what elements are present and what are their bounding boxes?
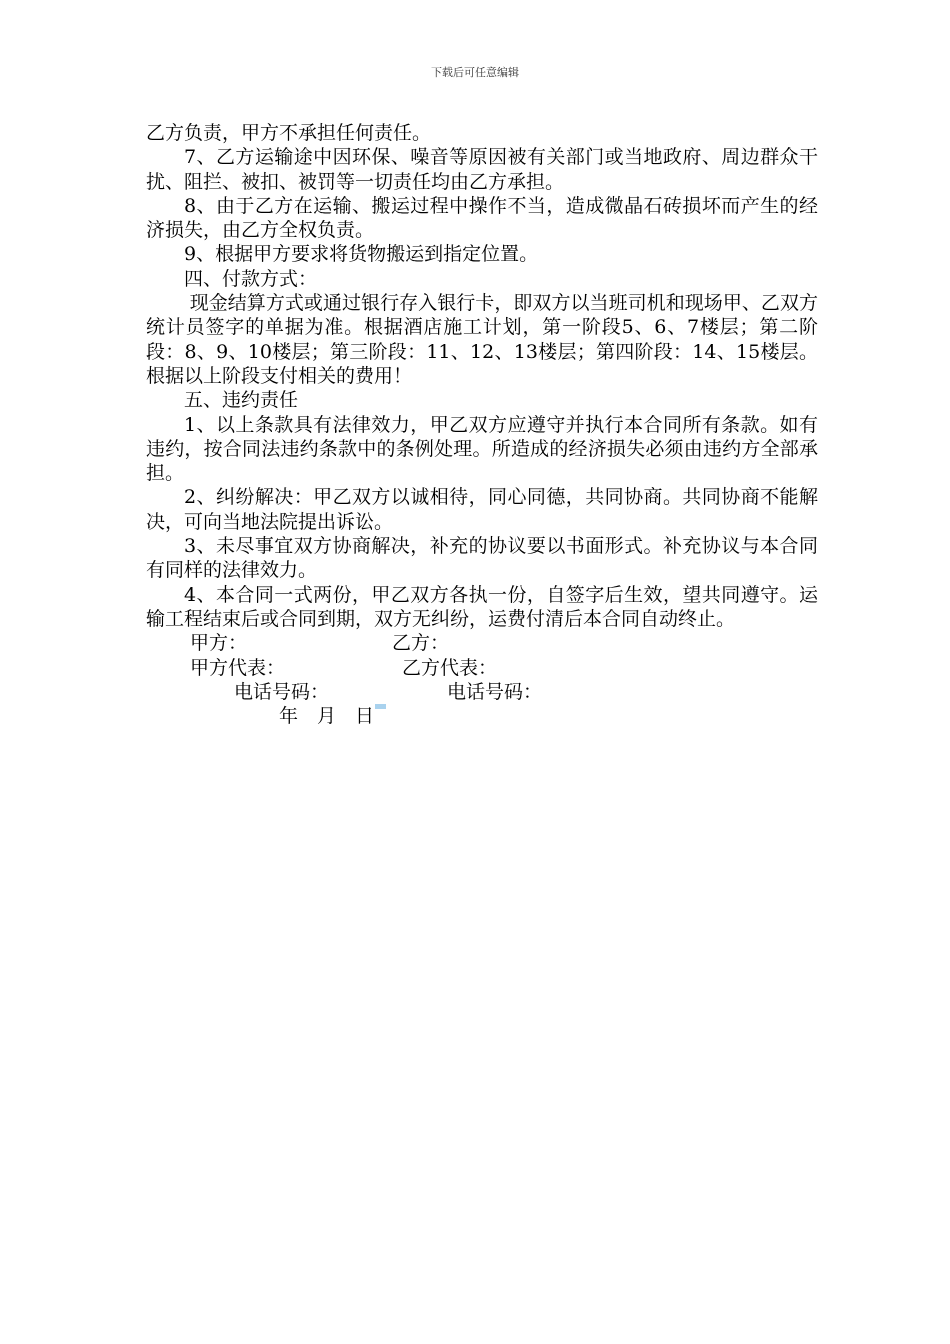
party-b-label: 乙方： — [392, 632, 450, 655]
clause-8: 8、由于乙方在运输、搬运过程中操作不当，造成微晶石砖损坏而产生的经济损失，由乙方全权负责。 — [146, 194, 818, 242]
payment-terms: 现金结算方式或通过银行存入银行卡，即双方以当班司机和现场甲、乙双方统计员签字的单据为准。根据酒店施工计划，第一阶段5、6、7楼层；第二阶段：8、9、10楼层；第三阶段：11、12、13楼层；第四阶段：14、15楼层。根据以上阶段支付相关的费用！ — [146, 292, 818, 387]
date-line — [279, 704, 374, 728]
paragraph-liability-end: 乙方负责，甲方不承担任何责任。 — [146, 122, 432, 144]
text-cursor-mark — [375, 704, 386, 709]
rep-a-label: 甲方代表： — [190, 656, 286, 679]
breach-clause-4: 4、本合同一式两份，甲乙双方各执一份，自签字后生效，望共同遵守。运输工程结束后或合同到期，双方无纠纷，运费付清后本合同自动终止。 — [146, 583, 818, 630]
breach-clause-1: 1、以上条款具有法律效力，甲乙双方应遵守并执行本合同所有条款。如有违约，按合同法违约条款中的条例处理。所造成的经济损失必须由违约方全部承担。 — [146, 413, 818, 485]
clause-9: 9、根据甲方要求将货物搬运到指定位置。 — [184, 243, 539, 266]
signature-row-phones — [146, 680, 818, 704]
rep-b-label: 乙方代表： — [402, 656, 498, 679]
contract-body — [146, 121, 818, 728]
signature-row-parties — [146, 631, 818, 655]
phone-a-label: 电话号码： — [234, 680, 330, 703]
signature-row-representatives — [146, 656, 818, 680]
page-header-note: 下载后可任意编辑 — [431, 66, 519, 79]
breach-clause-3: 3、未尽事宜双方协商解决，补充的协议要以书面形式。补充协议与本合同有同样的法律效力。 — [146, 535, 818, 582]
phone-b-label: 电话号码： — [447, 680, 543, 703]
clause-7: 7、乙方运输途中因环保、噪音等原因被有关部门或当地政府、周边群众干扰、阻拦、被扣、被罚等一切责任均由乙方承担。 — [146, 146, 818, 193]
breach-clause-2: 2、纠纷解决：甲乙双方以诚相待，同心同德，共同协商。共同协商不能解决，可向当地法院提出诉讼。 — [146, 486, 818, 533]
signature-row-date — [146, 704, 818, 728]
section-heading-breach: 五、违约责任 — [184, 389, 299, 412]
section-heading-payment: 四、付款方式： — [184, 267, 318, 290]
party-a-label: 甲方： — [190, 632, 248, 655]
date-label: 年 月 日 — [279, 705, 375, 728]
